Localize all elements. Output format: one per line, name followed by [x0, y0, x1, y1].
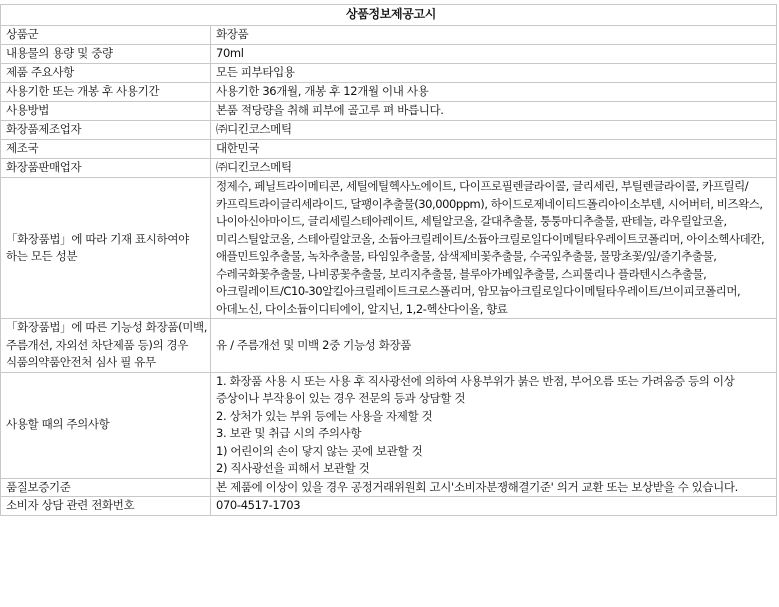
precaution-line: 3. 보관 및 취급 시의 주의사항: [216, 426, 362, 440]
row-value: 유 / 주름개선 및 미백 2중 기능성 화장품: [211, 319, 777, 373]
table-row-usage: [1, 102, 777, 121]
precaution-line: 1. 화장품 사용 시 또는 사용 후 직사광선에 의하여 사용부위가 붉은 반점, 부어오름 또는 가려움증 등의 이상 증상이나 부작용이 있는 경우 전문의 등과 상담할 것: [216, 373, 735, 405]
table-row-precautions: [1, 372, 777, 478]
table-row-manufacturer: [1, 121, 777, 140]
precautions-list: [211, 372, 777, 478]
row-label: 소비자 상담 관련 전화번호: [1, 497, 211, 516]
table-title-row: [1, 5, 777, 26]
row-label: 사용방법: [1, 102, 211, 121]
precaution-line: 2. 상처가 있는 부위 등에는 사용을 자제할 것: [216, 408, 433, 423]
row-value: 화장품: [211, 26, 777, 45]
row-label: 사용기한 또는 개봉 후 사용기간: [1, 83, 211, 102]
ingredients-list: 정제수, 페닐트라이메티콘, 세틸에틸헥사노에이트, 다이프로필렌글라이콜, 글리세린, 부틸렌글라이콜, 카프릴릭/카프릭트라이글리세라이드, 달팽이추출물(30,000ppm), 하이드로제네이티드폴리아이소부텐, 시어버터, 비즈왁스, 나이아신아마이드, 글리세릴스테아레이트, 세틸알코올, 갈대추출물, 퉁퉁마디추출물, 판테놀, 라우릴알코올, 미리스틸알코올, 스테아릴알코올, 소듐아크릴레이트/소듐아크릴로일다이메틸타우레이트코폴리머, 아이소헥사데칸, 애플민트잎추출물, 녹차추출물, 타임잎추출물, 삼색제비꽃추출물, 수국잎추출물, 물망초꽃/잎/줄기추출물, 수레국화꽃추출물, 나비콩꽃추출물, 보리지추출물, 블루아가베잎추출물, 스피룰리나 플라텐시스추출물, 아크릴레이트/C10-30알킬아크릴레이트크로스폴리머, 암모늄아크릴로일다이메틸타우레이트/브이피코폴리머, 아데노신, 다이소듐이디티에이, 알지닌, 1,2-헥산다이올, 향료: [211, 178, 777, 319]
row-label: 제조국: [1, 140, 211, 159]
row-value: ㈜디킨코스메틱: [211, 159, 777, 178]
row-label: 화장품판매업자: [1, 159, 211, 178]
row-label: 품질보증기준: [1, 478, 211, 497]
precaution-line: 2) 직사광선을 피해서 보관할 것: [216, 461, 370, 475]
row-value: 본 제품에 이상이 있을 경우 공정거래위원회 고시'소비자분쟁해결기준' 의거 교환 또는 보상받을 수 있습니다.: [211, 478, 777, 497]
table-row-origin-country: [1, 140, 777, 159]
table-row-seller: [1, 159, 777, 178]
contact-phone: 070-4517-1703: [211, 497, 777, 516]
table-row-product-category: [1, 26, 777, 45]
row-value: ㈜디킨코스메틱: [211, 121, 777, 140]
product-info-table: [0, 4, 777, 516]
row-label: 사용할 때의 주의사항: [1, 372, 211, 478]
table-row-contact-phone: [1, 497, 777, 516]
row-label: 내용물의 용량 및 중량: [1, 45, 211, 64]
table-row-ingredients: [1, 178, 777, 319]
row-value: 본품 적당량을 취해 피부에 골고루 펴 바릅니다.: [211, 102, 777, 121]
table-row-main-features: [1, 64, 777, 83]
row-label: 화장품제조업자: [1, 121, 211, 140]
row-value: 대한민국: [211, 140, 777, 159]
row-value: 사용기한 36개월, 개봉 후 12개월 이내 사용: [211, 83, 777, 102]
precaution-line: 1) 어린이의 손이 닿지 않는 곳에 보관할 것: [216, 443, 423, 458]
table-row-functional-cosmetic: [1, 319, 777, 373]
row-value: 70ml: [211, 45, 777, 64]
table-row-capacity: [1, 45, 777, 64]
row-label: 「화장품법」에 따라 기재 표시하여야 하는 모든 성분: [1, 178, 211, 319]
row-label: 「화장품법」에 따른 기능성 화장품(미백, 주름개선, 자외선 차단제품 등)의 경우 식품의약품안전처 심사 필 유무: [1, 319, 211, 373]
table-row-quality-guarantee: [1, 478, 777, 497]
row-value: 모든 피부타입용: [211, 64, 777, 83]
table-row-expiry: [1, 83, 777, 102]
table-title: 상품정보제공고시: [1, 5, 777, 26]
row-label: 제품 주요사항: [1, 64, 211, 83]
row-label: 상품군: [1, 26, 211, 45]
